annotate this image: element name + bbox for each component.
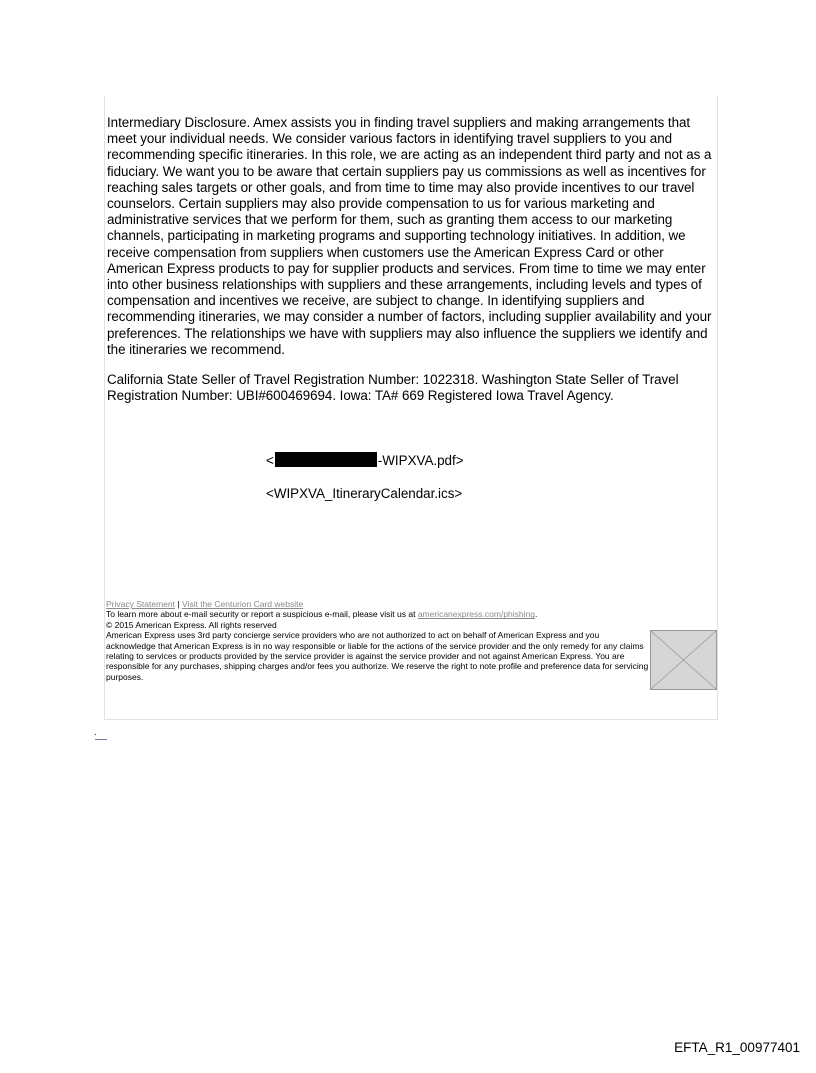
footer-links (106, 599, 651, 609)
security-text: To learn more about e-mail security or report a suspicious e-mail, please visit us at (106, 609, 416, 620)
ics-attachment[interactable]: <WIPXVA_ItineraryCalendar.ics> (266, 486, 463, 501)
security-end: . (534, 609, 538, 620)
seller-registration: California State Seller of Travel Registration Number: 1022318. Washington State Seller of Travel Registration Number: UBI#600469694. Iowa: TA# 669 Registered Iowa Travel Agency. (107, 372, 679, 404)
phishing-link[interactable]: americanexpress.com/phishing (417, 609, 535, 620)
stray-mark-icon (94, 733, 108, 741)
link-separator: | (177, 599, 180, 609)
email-footer (106, 599, 651, 682)
privacy-statement-link[interactable]: Privacy Statement (106, 599, 175, 609)
document-id: EFTA_R1_00977401 (674, 1040, 800, 1055)
pdf-attachment[interactable] (266, 452, 464, 469)
copyright-text: © 2015 American Express. All rights reserved (106, 619, 277, 630)
centurion-card-link[interactable]: Visit the Centurion Card website (181, 599, 304, 609)
intermediary-disclosure: Intermediary Disclosure. Amex assists you in finding travel suppliers and making arrangements that meet your individual needs. We consider various factors in identifying travel suppliers to you and recommending specific itineraries. In this role, we are acting as an independent third party and not as a fiduciary. We want you to be aware that certain suppliers pay us commissions as well as incentives for reaching sales targets or other goals, and from time to time may also provide incentives to our travel counselors. Certain suppliers may also provide compensation to us for various marketing and administrative services that we perform for them, such as granting them access to our marketing channels, participating in marketing programs and supporting technology initiatives. In addition, we receive compensation from suppliers when customers use the American Express Card or other American Express products to pay for supplier products and services. From time to time we may enter into other business relationships with suppliers and these arrangements, including levels and types of compensation and incentives we receive, are subject to change. In identifying suppliers and recommending itineraries, we may consider a number of factors, including supplier availability and your preferences. The relationships we have with suppliers may also influence the suppliers we identify and the itineraries we recommend. (107, 115, 712, 357)
broken-image-icon (650, 630, 717, 690)
redaction-bar (275, 452, 377, 467)
security-notice (106, 609, 651, 619)
pdf-attachment-open: < (266, 453, 274, 468)
concierge-disclaimer: American Express uses 3rd party concierge service providers who are not authorized to act on behalf of American Express and you acknowledge that American Express is in no way responsible or liable for the actions of the service provider and the only remedy for any claims relating to services or products provided by the service provider is against the service provider and not against American Express. You are responsible for any purchases, shipping charges and/or fees you authorize. We reserve the right to note profile and preference data for servicing purposes. (106, 630, 649, 682)
pdf-attachment-name: -WIPXVA.pdf> (377, 453, 464, 468)
